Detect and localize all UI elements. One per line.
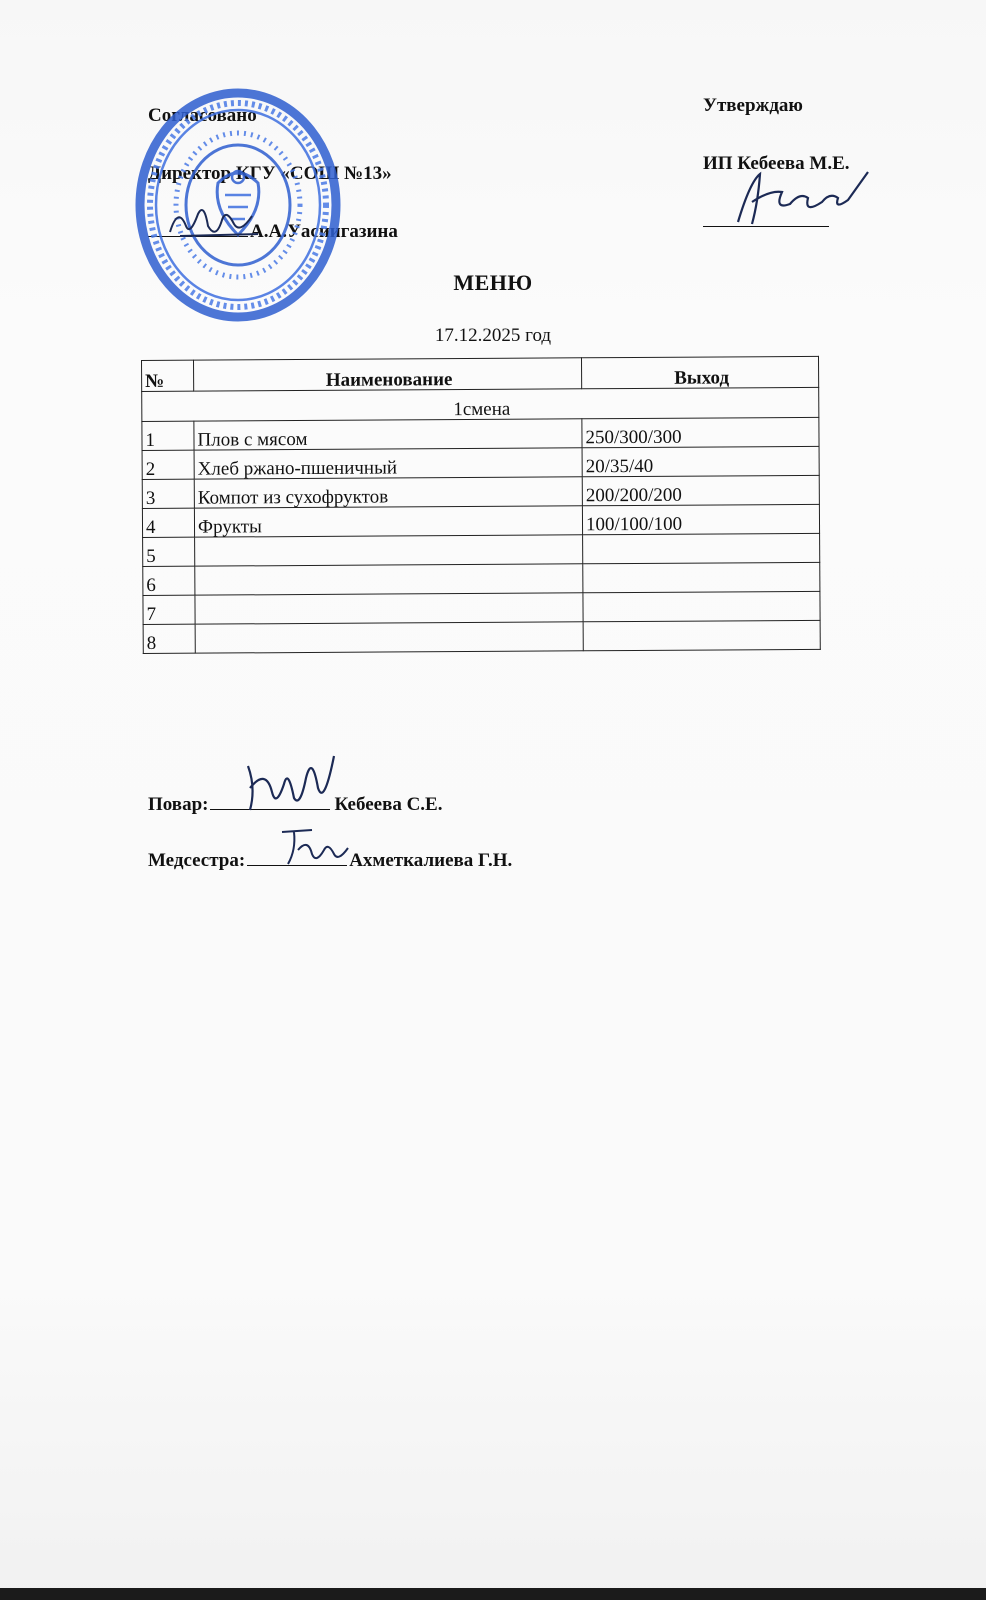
table-row [142,475,819,508]
column-header: Выход [581,356,818,388]
dish-yield [583,562,820,592]
approval-signature-icon [730,162,875,232]
cook-signature-icon [236,748,346,816]
table-row [143,562,820,595]
dish-yield [583,591,820,621]
menu-table [141,356,821,654]
dish-name: Фрукты [194,506,582,537]
column-header: № [142,360,194,391]
menu-date: 17.12.2025 год [434,325,552,346]
director-signature-icon [160,196,265,244]
row-number: 7 [143,595,195,624]
dish-name [195,622,583,653]
director-position: Директор КГУ «СОШ №13» [148,163,392,184]
row-number: 3 [142,479,194,508]
page-title: МЕНЮ [453,270,533,295]
dish-name [195,564,583,595]
row-number: 8 [143,624,195,653]
dish-name: Хлеб ржано-пшеничный [194,448,582,479]
dish-yield: 20/35/40 [582,446,819,476]
dish-name: Плов с мясом [194,419,582,450]
table-row [142,417,819,450]
nurse-name: Ахметкалиева Г.Н. [349,850,513,871]
director-name: А.А.Уасиигазина [250,221,398,242]
scan-edge [0,1588,986,1600]
dish-yield: 250/300/300 [582,417,819,447]
nurse-label: Медсестра: [148,850,246,871]
table-header-row [142,356,819,391]
row-number: 6 [143,566,195,595]
dish-name: Компот из сухофруктов [194,477,582,508]
cook-name: Кебеева С.Е. [334,794,443,815]
row-number: 5 [143,537,195,566]
table-row [142,504,819,537]
agreed-label: Согласовано [148,105,257,126]
shift-row [142,387,819,421]
dish-yield [583,620,820,650]
dish-yield: 200/200/200 [582,475,819,505]
dish-name [195,593,583,624]
column-header: Наименование [194,358,582,391]
table-row [143,533,820,566]
shift-label: 1смена [142,387,819,421]
dish-yield [583,533,820,563]
row-number: 1 [142,421,194,450]
table-row [143,591,820,624]
approve-label: Утверждаю [703,95,803,116]
dish-yield: 100/100/100 [582,504,819,534]
dish-name [195,535,583,566]
entrepreneur-name: ИП Кебеева М.Е. [703,153,850,174]
row-number: 2 [142,450,194,479]
table-row [142,446,819,479]
table-row [143,620,820,653]
nurse-signature-icon [272,824,352,870]
row-number: 4 [142,508,194,537]
cook-label: Повар: [148,794,209,815]
